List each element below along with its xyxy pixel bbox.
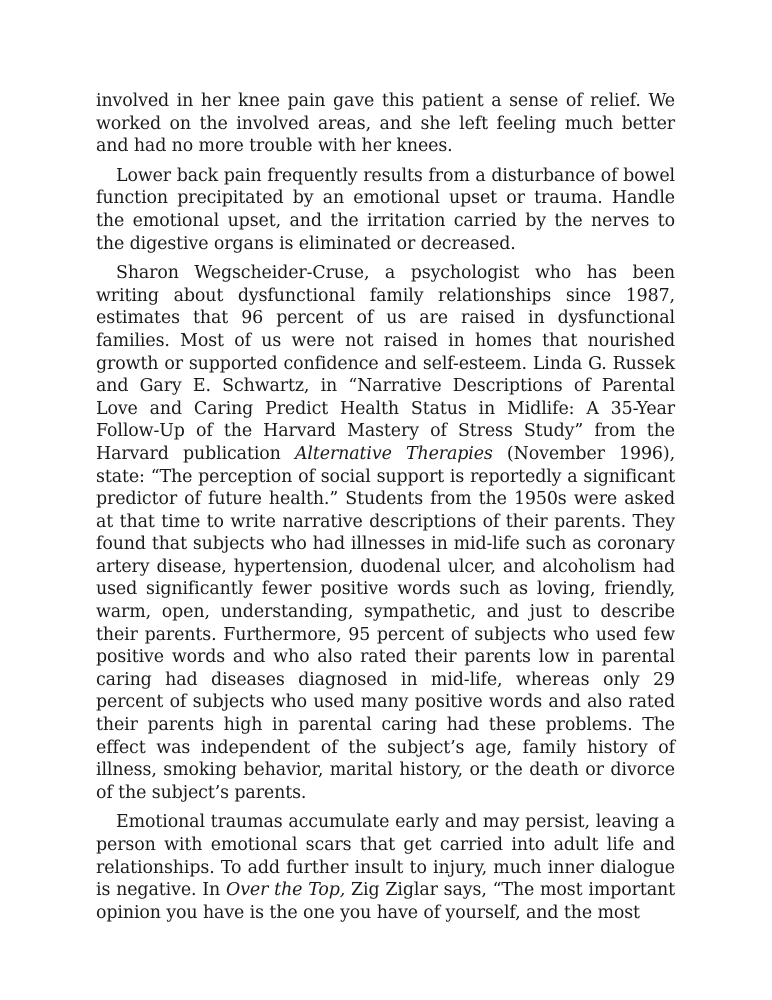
text-segment: Sharon Wegscheider-Cruse, a psychologist who has been writing about dysfunctional family relationships since 1987, estimates that 96 percent of us are raised in dysfunctional families. Most of us were not raised in homes that nourished growth or supported confidence and self-esteem. Linda G. Russek and Gary E. Schwartz, in “Narrative Descriptions of Parental Love and Caring Predict Health Status in Midlife: A 35-Year Follow-Up of the Harvard Mastery of Stress Study” from the Harvard publication xyxy=(96,263,675,464)
italic-title-alternative-therapies: Alternative Therapies xyxy=(294,443,493,464)
text-segment: Zig Ziglar says, “The most important opinion you have is the one you have of yourself, and the most xyxy=(96,880,675,923)
text-segment: (November 1996), state: “The perception of social support is reportedly a significant predictor of future health.” Students from the 1950s were asked at that time to write narrative descriptions of their parents. They found that subjects who had illnesses in mid-life such as coronary artery disease, hypertension, duodenal ulcer, and alcoholism had used significantly fewer positive words such as loving, friendly, warm, open, understanding, sympathetic, and just to describe their parents. Furthermore, 95 percent of subjects who used few positive words and who also rated their parents low in parental caring had diseases diagnosed in mid-life, whereas only 29 percent of subjects who used many positive words and also rated their parents high in parental caring had these problems. The effect was independent of the subject’s age, family history of illness, smoking behavior, marital history, or the death or divorce of the subject’s parents. xyxy=(96,443,675,803)
paragraph-emotional-traumas xyxy=(96,811,675,924)
paragraph-lower-back-pain xyxy=(96,165,675,255)
document-page xyxy=(96,90,675,931)
italic-title-over-the-top: Over the Top, xyxy=(226,880,346,901)
paragraph-dysfunctional-families xyxy=(96,262,675,804)
text-segment: Emotional traumas accumulate early and may persist, leaving a person with emotional scars that get carried into adult life and relationships. To add further insult to injury, much inner dialogue is negative. In xyxy=(96,812,675,901)
text-segment: involved in her knee pain gave this patient a sense of relief. We worked on the involved areas, and she left feeling much better and had no more trouble with her knees. xyxy=(96,91,675,157)
text-segment: Lower back pain frequently results from a disturbance of bowel function precipitated by an emotional upset or trauma. Handle the emotional upset, and the irritation carried by the nerves to the digestive organs is eliminated or decreased. xyxy=(96,165,675,254)
paragraph-knee-pain xyxy=(96,90,675,158)
